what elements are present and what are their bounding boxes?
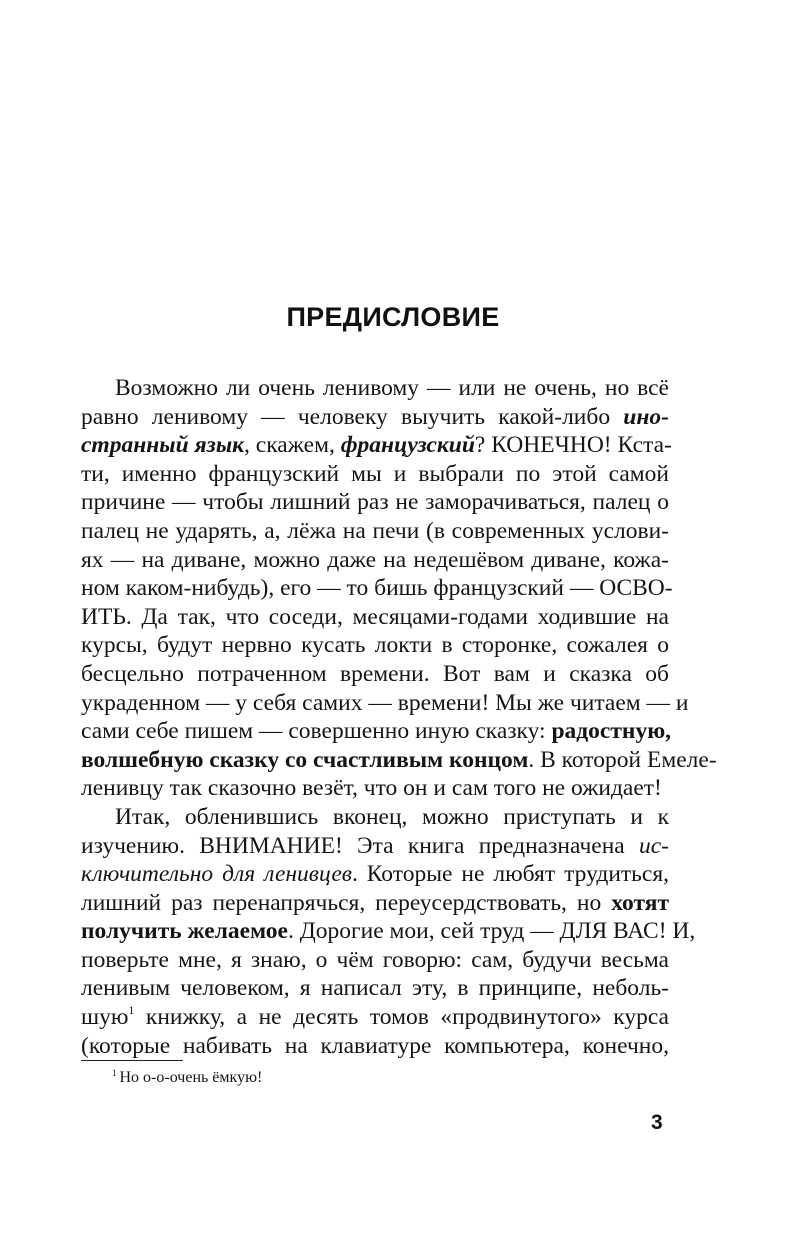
text-segment: Возможно ли очень ленивому — или не очень, но всё — [115, 375, 669, 401]
text-segment: ном каком-нибудь), его — то бишь французский — ОСВО- — [81, 575, 673, 602]
text-segment: равно ленивому — человеку выучить какой-либо — [81, 403, 624, 430]
text-line — [81, 746, 717, 775]
text-segment: сами себе пишем — совершенно иную сказку: — [81, 718, 552, 745]
text-segment: лишний раз перенапрячься, переусердствовать, но — [81, 889, 612, 916]
footnote-text: Но о-о-очень ёмкую! — [119, 1069, 263, 1086]
text-line — [81, 774, 669, 803]
text-line — [81, 917, 696, 946]
text-line — [81, 431, 672, 460]
text-line — [81, 374, 669, 403]
text-line — [81, 689, 689, 718]
text-segment: Итак, обленившись вконец, можно приступать и к — [115, 803, 669, 830]
text-segment: курсы, будут нервно кусать локти в сторонке, сожалея о — [81, 632, 669, 659]
text-segment: изучению. ВНИМАНИЕ! Эта книга предназначена — [81, 832, 639, 859]
text-segment: шую — [81, 1004, 129, 1031]
text-line — [81, 1003, 669, 1032]
text-line — [81, 889, 669, 918]
text-segment: , скажем, — [244, 432, 341, 459]
italic-text: ис- — [638, 832, 669, 859]
text-line — [81, 488, 669, 517]
text-line — [81, 1032, 669, 1061]
text-line — [81, 403, 669, 432]
footnote-divider — [81, 1060, 183, 1061]
footnote-marker: 1 — [112, 1068, 117, 1078]
text-segment: причине — чтобы лишний раз не заморачиваться, палец о — [81, 489, 669, 516]
text-segment: книжку, а не десять томов «продвинутого» курса — [134, 1004, 669, 1031]
text-line — [81, 860, 669, 889]
chapter-heading: ПРЕДИСЛОВИЕ — [286, 302, 500, 332]
bold-italic-text: странный язык — [81, 432, 245, 459]
text-line — [81, 546, 669, 575]
text-segment: ти, именно французский мы и выбрали по этой самой — [81, 460, 669, 487]
italic-text: ключительно для ленивцев — [81, 861, 352, 888]
text-segment: . В которой Емеле- — [528, 746, 717, 773]
text-line — [81, 574, 673, 603]
text-segment: ленивцу так сказочно везёт, что он и сам того не ожидает! — [81, 775, 662, 802]
text-segment: . Которые не любят трудиться, — [351, 861, 669, 888]
text-segment: украденном — у себя самих — времени! Мы же читаем — и — [81, 689, 689, 716]
bold-text: волшебную сказку со счастливым концом — [81, 746, 529, 773]
text-segment: ях — на диване, можно даже на недешёвом диване, кожа- — [81, 546, 669, 573]
text-segment: . Дорогие мои, сей труд — ДЛЯ ВАС! И, — [287, 918, 696, 945]
text-segment: бесцельно потраченном времени. Вот вам и сказка об — [81, 660, 669, 687]
text-line — [81, 946, 669, 975]
bold-text: хотят — [611, 889, 669, 916]
body-text — [81, 374, 717, 1060]
bold-text: получить желаемое — [81, 918, 288, 945]
text-line — [81, 603, 669, 632]
bold-italic-text: ино- — [623, 403, 669, 430]
text-segment: ? КОНЕЧНО! Кста- — [474, 432, 672, 459]
text-line — [81, 460, 669, 489]
footnote — [112, 1068, 262, 1087]
text-segment: ИТЬ. Да так, что соседи, месяцами-годами ходившие на — [81, 603, 669, 630]
text-line — [81, 631, 669, 660]
page-number: 3 — [651, 1111, 663, 1134]
text-line — [81, 974, 669, 1003]
bold-text: радостную, — [551, 718, 672, 745]
text-segment: (которые набивать на клавиатуре компьютера, конечно, — [81, 1032, 669, 1059]
bold-italic-text: французский — [340, 432, 475, 459]
text-line — [81, 517, 669, 546]
text-line — [81, 660, 669, 689]
text-line — [81, 803, 669, 832]
footnote-reference: 1 — [128, 1003, 135, 1018]
text-line — [81, 717, 672, 746]
text-segment: поверьте мне, я знаю, о чём говорю: сам, будучи весьма — [81, 946, 669, 973]
text-segment: палец не ударять, а, лёжа на печи (в современных услови- — [81, 517, 669, 544]
text-segment: ленивым человеком, я написал эту, в принципе, неболь- — [81, 975, 669, 1002]
text-line — [81, 832, 669, 861]
